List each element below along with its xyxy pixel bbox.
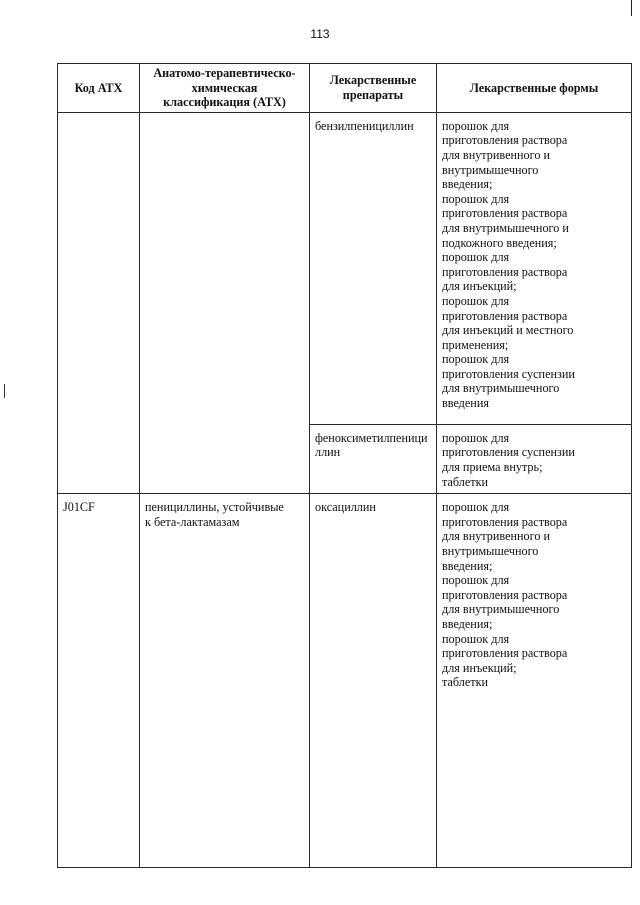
table-row <box>58 112 632 424</box>
atc-drug-table <box>57 63 632 868</box>
table-header-row <box>58 64 632 113</box>
scan-edge-mark <box>4 384 5 398</box>
corner-mark <box>631 0 632 16</box>
atc-code-cell: J01CF <box>58 494 140 868</box>
dosage-forms-cell: порошок для приготовления суспензии для приема внутрь; таблетки <box>437 424 632 493</box>
classification-cell <box>140 112 310 493</box>
atc-code-cell <box>58 112 140 493</box>
drug-name-cell: феноксиметилпеници ллин <box>310 424 437 493</box>
header-drugs: Лекарственные препараты <box>310 64 437 113</box>
header-atc-code: Код АТХ <box>58 64 140 113</box>
table-row <box>58 494 632 868</box>
page-number: 113 <box>310 27 330 41</box>
dosage-forms-cell: порошок для приготовления раствора для внутривенного и внутримышечного введения; порошок для приготовления раствора для внутримышечного и подкожного введения; порошок для приготовления раствора для инъекций; порошок для приготовления раствора для инъекций и местного применения; порошок для приготовления суспензии для внутримышечного введения <box>437 112 632 424</box>
header-dosage-forms: Лекарственные формы <box>437 64 632 113</box>
dosage-forms-cell: порошок для приготовления раствора для внутривенного и внутримышечного введения; порошок для приготовления раствора для внутримышечного введения; порошок для приготовления раствора для инъекций; таблетки <box>437 494 632 868</box>
header-classification: Анатомо-терапевтическо- химическая классификация (АТХ) <box>140 64 310 113</box>
classification-cell: пенициллины, устойчивые к бета-лактамазам <box>140 494 310 868</box>
drug-name-cell: бензилпенициллин <box>310 112 437 424</box>
drug-name-cell: оксациллин <box>310 494 437 868</box>
